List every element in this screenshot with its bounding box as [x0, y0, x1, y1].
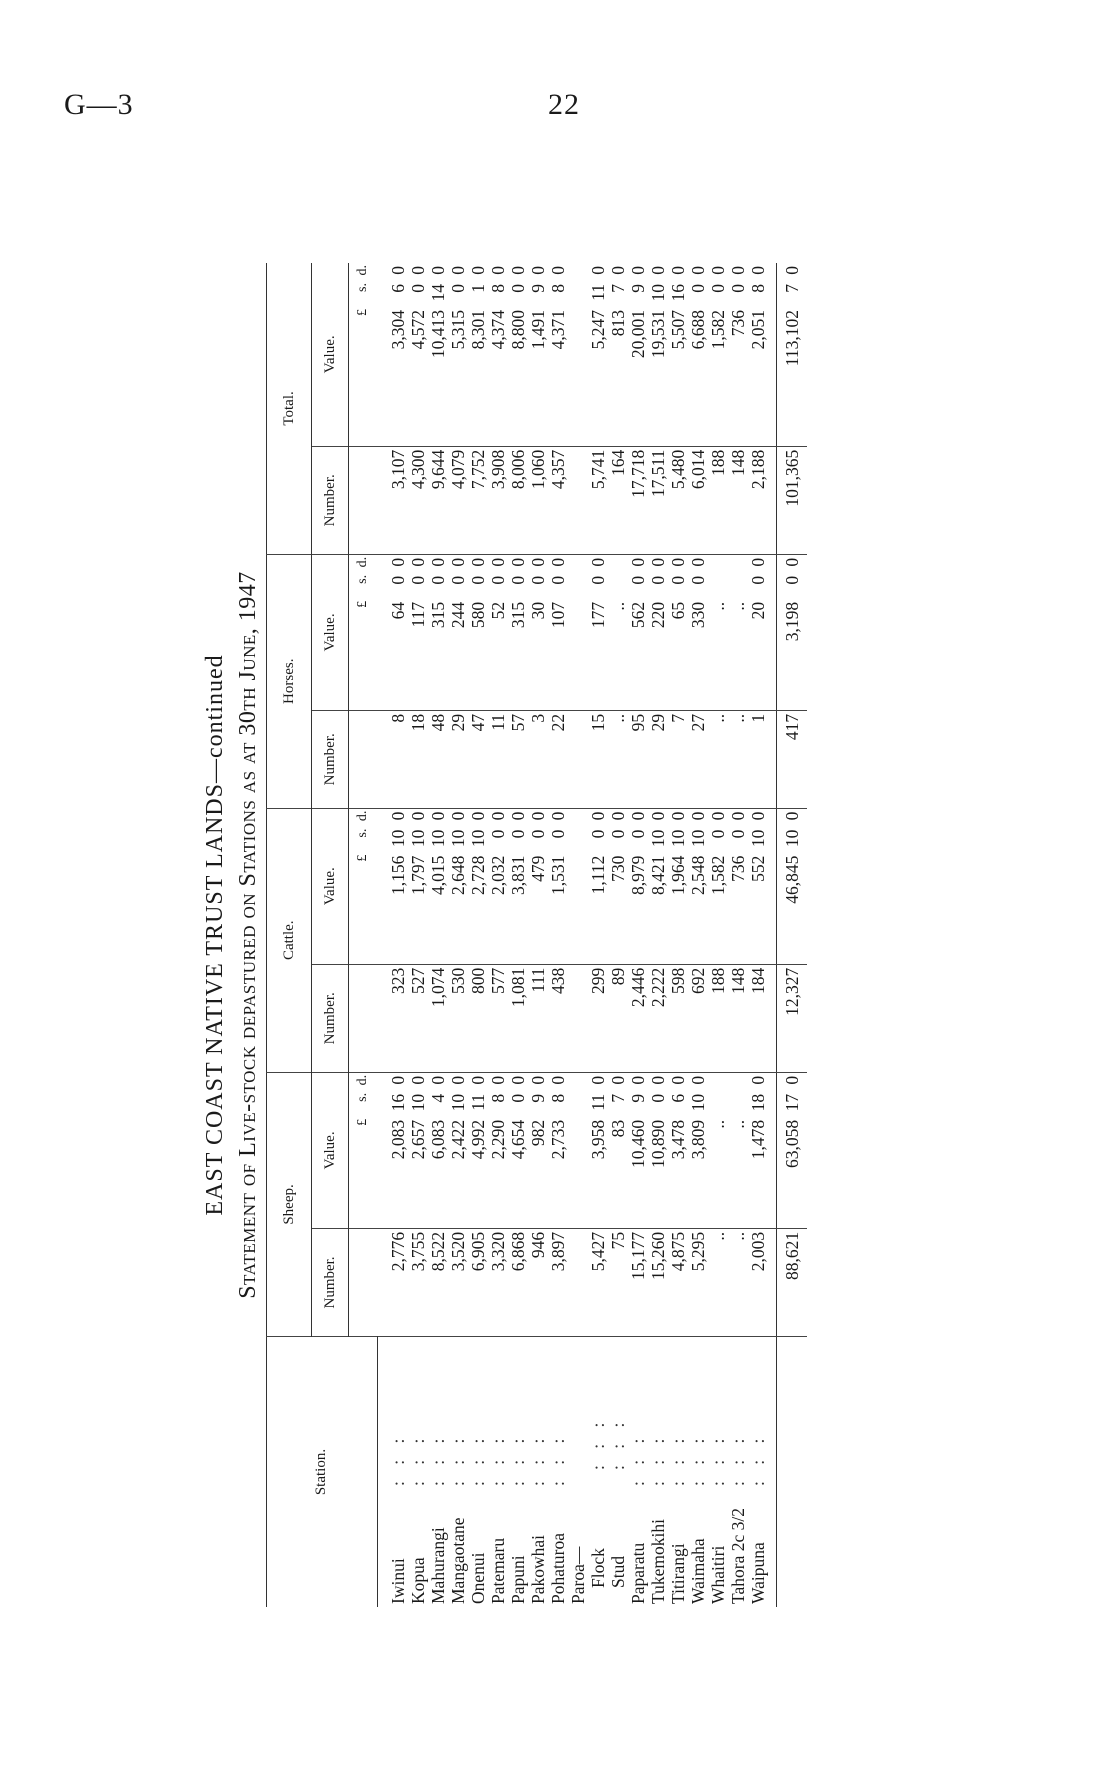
- horses-value: 56200: [628, 554, 648, 710]
- station-name: Onenui: : :: [467, 1432, 488, 1604]
- cattle-value: 2,03200: [488, 808, 508, 964]
- total-number: 4,079: [448, 446, 468, 554]
- sheep-number-total: 88,621: [776, 1228, 807, 1336]
- horses-value: 10700: [548, 554, 568, 710]
- cattle-number-total: 12,327: [776, 964, 807, 1072]
- cattle-number: 1,074: [428, 964, 448, 1072]
- cattle-value: 552100: [748, 808, 768, 964]
- cattle-value: 2,648100: [448, 808, 468, 964]
- cattle-value: 47900: [528, 808, 548, 964]
- cattle-number: 188: [708, 964, 728, 1072]
- table-row: [388, 263, 408, 1607]
- sheep-value: 2,422100: [448, 1072, 468, 1228]
- cattle-number: 1,081: [508, 964, 528, 1072]
- horses-value: 58000: [468, 554, 488, 710]
- rotated-table-page: [186, 255, 926, 1615]
- sheep-number: 15,260: [648, 1228, 668, 1336]
- table-row: [428, 263, 448, 1607]
- sheep-value: 98290: [528, 1072, 548, 1228]
- horses-number: 22: [548, 710, 568, 808]
- total-value: 8,30110: [468, 263, 488, 446]
- cattle-value: 8,421100: [648, 808, 668, 964]
- sheep-number: 5,427: [588, 1228, 608, 1336]
- horses-value: ..: [608, 554, 628, 710]
- sheep-value: 3,958110: [588, 1072, 608, 1228]
- cattle-value: 2,728100: [468, 808, 488, 964]
- cattle-value: 1,797100: [408, 808, 428, 964]
- horses-number: ..: [708, 710, 728, 808]
- total-value: 4,37480: [488, 263, 508, 446]
- cattle-number: 527: [408, 964, 428, 1072]
- station-name: Stud: : :: [607, 1416, 628, 1588]
- page-number: 22: [548, 88, 580, 121]
- sheep-number: 2,003: [748, 1228, 768, 1336]
- table-row: [728, 263, 748, 1607]
- cattle-number: 598: [668, 964, 688, 1072]
- group-horses: Horses.: [267, 554, 312, 808]
- cattle-number: 148: [728, 964, 748, 1072]
- sheep-number: 3,755: [408, 1228, 428, 1336]
- sheep-value: ..: [728, 1072, 748, 1228]
- table-body: [377, 263, 807, 1607]
- col-sheep-number: Number.: [312, 1228, 349, 1336]
- total-number: 164: [608, 446, 628, 554]
- total-value: 81370: [608, 263, 628, 446]
- horses-value: 5200: [488, 554, 508, 710]
- units-horses: £s.d.: [349, 554, 378, 710]
- total-value: 6,68800: [688, 263, 708, 446]
- table-row: [608, 263, 628, 1607]
- horses-value: 3000: [528, 554, 548, 710]
- sheep-number: 4,875: [668, 1228, 688, 1336]
- sheep-number: 75: [608, 1228, 628, 1336]
- table-row: [668, 263, 688, 1607]
- total-value: 5,247110: [588, 263, 608, 446]
- sheep-value: 2,29080: [488, 1072, 508, 1228]
- table-row: [408, 263, 428, 1607]
- station-name: Kopua: : :: [407, 1432, 428, 1604]
- horses-number: 48: [428, 710, 448, 808]
- document-reference: G—3: [64, 88, 134, 121]
- horses-number: 27: [688, 710, 708, 808]
- sheep-value-total: 63,058170: [776, 1072, 807, 1228]
- total-number: 17,718: [628, 446, 648, 554]
- horses-number: 11: [488, 710, 508, 808]
- horses-number: 15: [588, 710, 608, 808]
- horses-number: 18: [408, 710, 428, 808]
- totals-row: [776, 263, 807, 1607]
- table-titles: [186, 255, 262, 1615]
- sheep-number: 15,177: [628, 1228, 648, 1336]
- station-name: Pohaturoa: : :: [547, 1432, 568, 1604]
- horses-value: 31500: [508, 554, 528, 710]
- table-row: [688, 263, 708, 1607]
- horses-value: 11700: [408, 554, 428, 710]
- horses-number: 29: [448, 710, 468, 808]
- total-number: 17,511: [648, 446, 668, 554]
- total-value: 1,58200: [708, 263, 728, 446]
- table-row: [528, 263, 548, 1607]
- col-sheep-value: Value.: [312, 1072, 349, 1228]
- total-value: 5,507160: [668, 263, 688, 446]
- total-value: 2,05180: [748, 263, 768, 446]
- station-name: Pakowhai: : :: [527, 1432, 548, 1604]
- total-value: 10,413140: [428, 263, 448, 446]
- sheep-value: ..: [708, 1072, 728, 1228]
- cattle-number: 692: [688, 964, 708, 1072]
- total-value-total: 113,10270: [776, 263, 807, 446]
- horses-number: 1: [748, 710, 768, 808]
- cattle-value: 1,11200: [588, 808, 608, 964]
- horses-value: ..: [708, 554, 728, 710]
- total-value: 3,30460: [388, 263, 408, 446]
- total-number: 148: [728, 446, 748, 554]
- col-cattle-number: Number.: [312, 964, 349, 1072]
- sheep-value: 6,08340: [428, 1072, 448, 1228]
- station-name: Mangaotane: : :: [447, 1432, 468, 1604]
- total-value: 8,80000: [508, 263, 528, 446]
- total-number: 9,644: [428, 446, 448, 554]
- horses-value: 22000: [648, 554, 668, 710]
- total-number: 3,107: [388, 446, 408, 554]
- station-name: Mahurangi: : :: [427, 1432, 448, 1604]
- col-total-value: Value.: [312, 263, 349, 446]
- cattle-number: 111: [528, 964, 548, 1072]
- units-sheep: £s.d.: [349, 1072, 378, 1228]
- station-name: Paparatu: : :: [627, 1432, 648, 1604]
- table-subtitle: Statement of Live-stock depastured on Stations as at 30th June, 1947: [235, 571, 261, 1299]
- station-name: Tahora 2c 3/2: : :: [727, 1432, 748, 1604]
- cattle-number: 2,222: [648, 964, 668, 1072]
- sheep-value: 8370: [608, 1072, 628, 1228]
- horses-number: ..: [728, 710, 748, 808]
- station-name: Waimaha: : :: [687, 1432, 708, 1604]
- sheep-number: 6,905: [468, 1228, 488, 1336]
- total-value: 19,531100: [648, 263, 668, 446]
- col-cattle-value: Value.: [312, 808, 349, 964]
- total-number-total: 101,365: [776, 446, 807, 554]
- table-row: [568, 263, 588, 1607]
- station-name: Whaitiri: : :: [707, 1432, 728, 1604]
- station-name: Waipuna: : :: [747, 1432, 768, 1604]
- sheep-number: 946: [528, 1228, 548, 1336]
- sheep-value: 10,89000: [648, 1072, 668, 1228]
- sheep-value: 2,73380: [548, 1072, 568, 1228]
- horses-value: 2000: [748, 554, 768, 710]
- cattle-number: 299: [588, 964, 608, 1072]
- cattle-number: 184: [748, 964, 768, 1072]
- sheep-value: 3,47860: [668, 1072, 688, 1228]
- cattle-value: 4,015100: [428, 808, 448, 964]
- cattle-number: 438: [548, 964, 568, 1072]
- cattle-number: 800: [468, 964, 488, 1072]
- livestock-table: [266, 263, 807, 1607]
- cattle-value: 1,53100: [548, 808, 568, 964]
- station-name: Patemaru: : :: [487, 1432, 508, 1604]
- sheep-number: 5,295: [688, 1228, 708, 1336]
- sheep-number: 3,897: [548, 1228, 568, 1336]
- horses-value: 33000: [688, 554, 708, 710]
- total-number: 6,014: [688, 446, 708, 554]
- group-sheep: Sheep.: [267, 1072, 312, 1336]
- sheep-number: 6,868: [508, 1228, 528, 1336]
- station-name: Iwinui: : :: [387, 1432, 408, 1604]
- units-total: £s.d.: [349, 263, 378, 446]
- horses-value: 24400: [448, 554, 468, 710]
- horses-number: ..: [608, 710, 628, 808]
- cattle-value: 8,97900: [628, 808, 648, 964]
- cattle-number: 2,446: [628, 964, 648, 1072]
- table-row: [468, 263, 488, 1607]
- cattle-number: 577: [488, 964, 508, 1072]
- sheep-number: 3,520: [448, 1228, 468, 1336]
- total-value: 20,00190: [628, 263, 648, 446]
- cattle-value: 3,83100: [508, 808, 528, 964]
- total-value: 73600: [728, 263, 748, 446]
- total-number: 1,060: [528, 446, 548, 554]
- total-value: 4,37180: [548, 263, 568, 446]
- total-number: 5,741: [588, 446, 608, 554]
- horses-number: 29: [648, 710, 668, 808]
- cattle-value: 2,548100: [688, 808, 708, 964]
- sheep-number: 8,522: [428, 1228, 448, 1336]
- title-continued: continued: [202, 654, 228, 759]
- station-name: Titirangi: : :: [667, 1432, 688, 1604]
- cattle-value-total: 46,845100: [776, 808, 807, 964]
- horses-number-total: 417: [776, 710, 807, 808]
- horses-number: 3: [528, 710, 548, 808]
- table-row: [488, 263, 508, 1607]
- total-number: 8,006: [508, 446, 528, 554]
- cattle-value: 73000: [608, 808, 628, 964]
- title-main: EAST COAST NATIVE TRUST LANDS—: [202, 758, 228, 1216]
- table-row: [708, 263, 728, 1607]
- table-row: [548, 263, 568, 1607]
- total-value: 5,31500: [448, 263, 468, 446]
- horses-number: 8: [388, 710, 408, 808]
- table-row: [508, 263, 528, 1607]
- horses-number: 7: [668, 710, 688, 808]
- horses-number: 95: [628, 710, 648, 808]
- units-cattle: £s.d.: [349, 808, 378, 964]
- table-row: [588, 263, 608, 1607]
- sheep-value: 2,083160: [388, 1072, 408, 1228]
- col-total-number: Number.: [312, 446, 349, 554]
- totals-label: [776, 1337, 807, 1607]
- col-horses-number: Number.: [312, 710, 349, 808]
- cattle-value: 1,58200: [708, 808, 728, 964]
- total-number: 7,752: [468, 446, 488, 554]
- cattle-number: 89: [608, 964, 628, 1072]
- horses-value: 31500: [428, 554, 448, 710]
- sheep-number: ..: [708, 1228, 728, 1336]
- col-station: Station.: [267, 1337, 378, 1607]
- total-number: 4,300: [408, 446, 428, 554]
- cattle-value: 1,964100: [668, 808, 688, 964]
- sheep-number: 3,320: [488, 1228, 508, 1336]
- table-row: [448, 263, 468, 1607]
- horses-value: 17700: [588, 554, 608, 710]
- total-number: 188: [708, 446, 728, 554]
- cattle-number: 323: [388, 964, 408, 1072]
- group-cattle: Cattle.: [267, 808, 312, 1072]
- col-horses-value: Value.: [312, 554, 349, 710]
- sheep-number: ..: [728, 1228, 748, 1336]
- cattle-number: 530: [448, 964, 468, 1072]
- horses-number: 57: [508, 710, 528, 808]
- horses-number: 47: [468, 710, 488, 808]
- total-number: 4,357: [548, 446, 568, 554]
- table-row: [628, 263, 648, 1607]
- cattle-value: 1,156100: [388, 808, 408, 964]
- table-title: [202, 255, 229, 1615]
- horses-value: ..: [728, 554, 748, 710]
- total-number: 3,908: [488, 446, 508, 554]
- sheep-value: 4,992110: [468, 1072, 488, 1228]
- cattle-value: 73600: [728, 808, 748, 964]
- station-name: Tukemokihi: : :: [647, 1432, 668, 1604]
- horses-value-total: 3,19800: [776, 554, 807, 710]
- station-name: Papuni: : :: [507, 1432, 528, 1604]
- station-name: Flock: : :: [587, 1416, 608, 1588]
- sheep-value: 1,478180: [748, 1072, 768, 1228]
- sheep-value: 10,46090: [628, 1072, 648, 1228]
- total-number: 5,480: [668, 446, 688, 554]
- horses-value: 6500: [668, 554, 688, 710]
- total-value: 1,49190: [528, 263, 548, 446]
- table-row: [748, 263, 768, 1607]
- sheep-value: 2,657100: [408, 1072, 428, 1228]
- sheep-value: 3,809100: [688, 1072, 708, 1228]
- station-name: Paroa—: [567, 1546, 588, 1604]
- horses-value: 6400: [388, 554, 408, 710]
- total-number: 2,188: [748, 446, 768, 554]
- sheep-value: 4,65400: [508, 1072, 528, 1228]
- total-value: 4,57200: [408, 263, 428, 446]
- sheep-number: 2,776: [388, 1228, 408, 1336]
- table-row: [648, 263, 668, 1607]
- group-total: Total.: [267, 263, 312, 554]
